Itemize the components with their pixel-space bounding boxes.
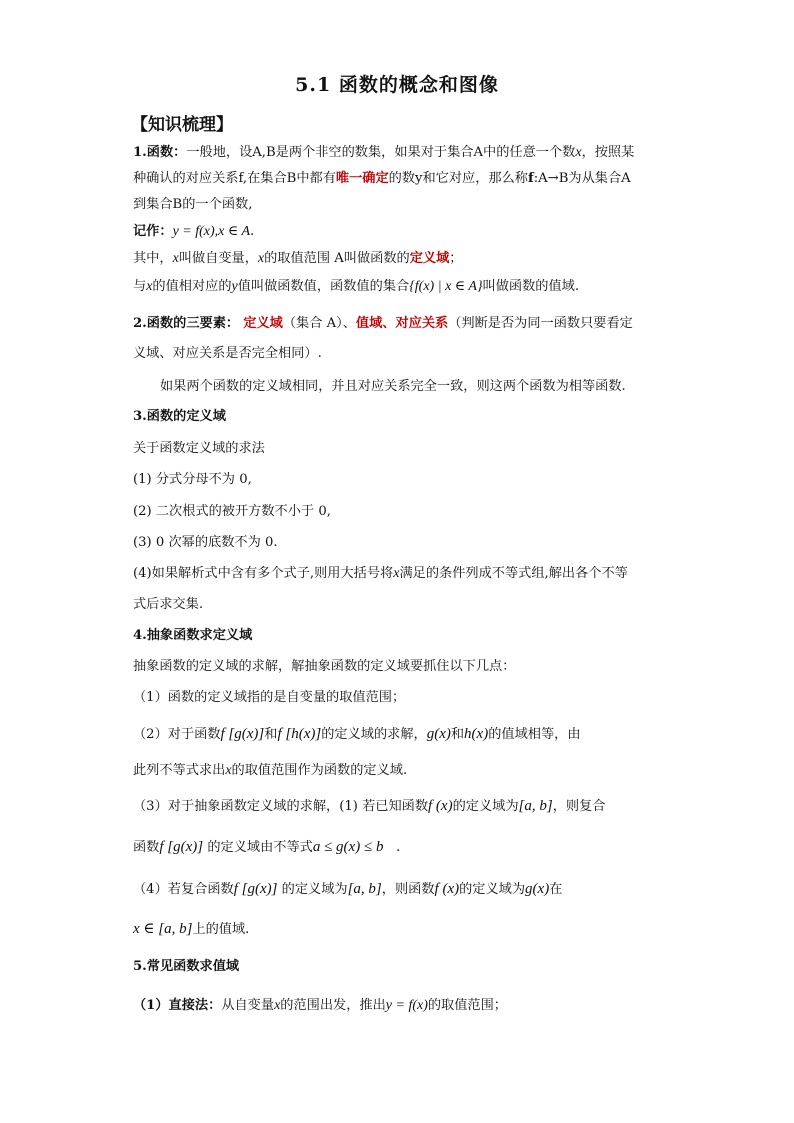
var-x: x: [575, 145, 582, 160]
s1-text: .: [250, 224, 255, 239]
s4-text: 的定义域为: [459, 882, 526, 897]
s5-heading: 5.常见函数求值域: [133, 959, 240, 974]
s4-text: 的取值范围作为函数的定义域.: [231, 763, 408, 778]
s2-text: （判断是否为同一函数只要看定: [448, 316, 633, 331]
s4-text: 的定义域为: [452, 799, 519, 814]
math-f-g-x: f [g(x)]: [220, 726, 265, 742]
s2-line-3: 如果两个函数的定义域相同，并且对应关系完全一致，则这两个函数为相等函数.: [160, 379, 626, 394]
highlight-range-mapping: 值域、对应关系: [355, 316, 449, 331]
s3-text: 满足的条件列成不等式组,解出各个不等: [399, 566, 628, 581]
math-y-fx: y = f(x): [385, 998, 428, 1013]
s2-heading: 2.函数的三要素：: [133, 316, 240, 331]
var-x: x: [172, 251, 179, 266]
s4-text: （3）对于抽象函数定义域的求解，(1) 若已知函数: [133, 799, 429, 814]
s1-line-3: 到集合B的一个函数,: [133, 197, 253, 212]
notation-label: 记作：: [133, 224, 173, 239]
s5-text: 的取值范围；: [427, 998, 507, 1013]
s1-line-5: [133, 250, 462, 268]
s4-text: 此列不等式求出: [133, 763, 226, 778]
s4-text: 和: [264, 727, 278, 742]
var-x: x: [146, 279, 153, 294]
math-g-x: g(x): [426, 726, 451, 742]
var-x: x: [257, 251, 265, 266]
math-g-x: g(x): [525, 881, 550, 897]
s2-text: （集合 A）、: [282, 316, 356, 331]
s1-text: 叫做自变量，: [178, 251, 258, 266]
s3-heading: 3.函数的定义域: [133, 409, 226, 424]
s1-line-6: [133, 278, 579, 296]
math-f-x: f (x): [434, 881, 460, 897]
s4-text: 在: [549, 882, 563, 897]
s4-text: 的定义域为: [281, 882, 348, 897]
s2-line-2: 义域、对应关系是否完全相同）.: [133, 346, 322, 361]
s5-point-1: [133, 997, 507, 1015]
page-title: 5.1 函数的概念和图像: [295, 74, 499, 96]
s2-line-1: [133, 315, 633, 333]
s4-intro: 抽象函数的定义域的求解，解抽象函数的定义域要抓住以下几点：: [133, 659, 516, 674]
var-f: f: [528, 171, 534, 186]
s3-item-3: (3) 0 次幂的底数不为 0.: [133, 535, 278, 550]
s4-text: 上的值域.: [192, 922, 250, 937]
s4-text: （4）若复合函数: [133, 882, 234, 897]
s4-text: ，则复合: [552, 799, 606, 814]
math-interval-ab: [a, b]: [347, 881, 382, 897]
s4-text: 的定义域由不等式: [207, 840, 313, 855]
s1-text: 的值相对应的: [152, 279, 232, 294]
s3-item-4: [133, 565, 628, 583]
highlight-domain: 定义域: [243, 316, 283, 331]
s1-text: 种确认的对应关系f,在集合B中都有: [133, 171, 336, 186]
s3-item-1: (1) 分式分母不为 0,: [133, 472, 252, 487]
s1-heading: 1.函数：: [133, 145, 187, 160]
s4-text: 函数: [133, 840, 160, 855]
s1-text: 一般地，设A,B是两个非空的数集，如果对于集合A中的任意一个数: [186, 145, 576, 160]
s3-text: (4)如果解析式中含有多个式子,则用大括号将: [133, 566, 394, 581]
math-x-in-ab: x ∈ [a, b]: [133, 921, 193, 937]
s4-point-4-cont: [133, 920, 249, 939]
var-x: x: [393, 566, 400, 581]
s5-text: 的范围出发，推出: [280, 998, 386, 1013]
math-f-h-x: f [h(x)]: [277, 726, 322, 742]
math-interval-ab: [a, b]: [518, 798, 553, 814]
math-f-g-x: f [g(x)]: [159, 839, 204, 855]
s5-text: 从自变量: [221, 998, 275, 1013]
s1-text: 的取值范围 A叫做函数的: [264, 251, 410, 266]
s4-text: ，则函数: [381, 882, 435, 897]
range-set-math: {f(x) | x ∈ A}: [409, 279, 483, 294]
math-h-x: h(x): [464, 726, 489, 742]
s5-point-1-label: （1）直接法：: [133, 998, 222, 1013]
s4-point-1: （1）函数的定义域指的是自变量的取值范围；: [133, 690, 406, 705]
highlight-unique: 唯一确定: [335, 171, 389, 186]
s4-text: 的值域相等，由: [488, 727, 581, 742]
highlight-domain: 定义域: [409, 251, 450, 266]
s1-text: 与: [133, 279, 147, 294]
s4-point-2-cont: [133, 762, 407, 780]
s4-point-2: [133, 725, 581, 744]
s1-text: ；: [449, 251, 463, 266]
s3-item-2: (2) 二次根式的被开方数不小于 0,: [133, 504, 331, 519]
s4-point-4: [133, 880, 562, 899]
s4-text: 的定义域的求解，: [321, 727, 427, 742]
s3-item-4-cont: 式后求交集.: [133, 597, 204, 612]
s1-line-2: [133, 170, 631, 188]
s4-heading: 4.抽象函数求定义域: [133, 628, 253, 643]
var-x: x: [225, 763, 232, 778]
var-y: y: [231, 279, 238, 294]
notation-math: y = f(x),x ∈ A: [172, 224, 251, 239]
s1-text: 的数y和它对应，那么称: [388, 171, 528, 186]
s4-point-3: [133, 797, 605, 816]
s4-text: （2）对于函数: [133, 727, 221, 742]
s1-text: ，按照某: [581, 145, 635, 160]
s1-text: :A→B为从集合A: [533, 171, 631, 186]
s1-text: 值叫做函数值，函数值的集合: [237, 279, 410, 294]
math-f-x: f (x): [428, 798, 453, 814]
s4-point-3-cont: [133, 838, 400, 857]
s3-intro: 关于函数定义域的求法: [133, 441, 265, 456]
s1-text: 叫做函数的值域.: [482, 279, 580, 294]
s4-text: .: [396, 840, 401, 855]
var-x: x: [274, 998, 281, 1013]
s1-text: 其中，: [133, 251, 173, 266]
math-f-g-x: f [g(x)]: [233, 881, 278, 897]
s1-notation: [133, 223, 254, 241]
s1-line-1: [133, 144, 634, 162]
section-heading: 【知识梳理】: [131, 115, 233, 135]
s4-text: 和: [450, 727, 465, 742]
math-inequality: a ≤ g(x) ≤ b: [312, 839, 384, 855]
